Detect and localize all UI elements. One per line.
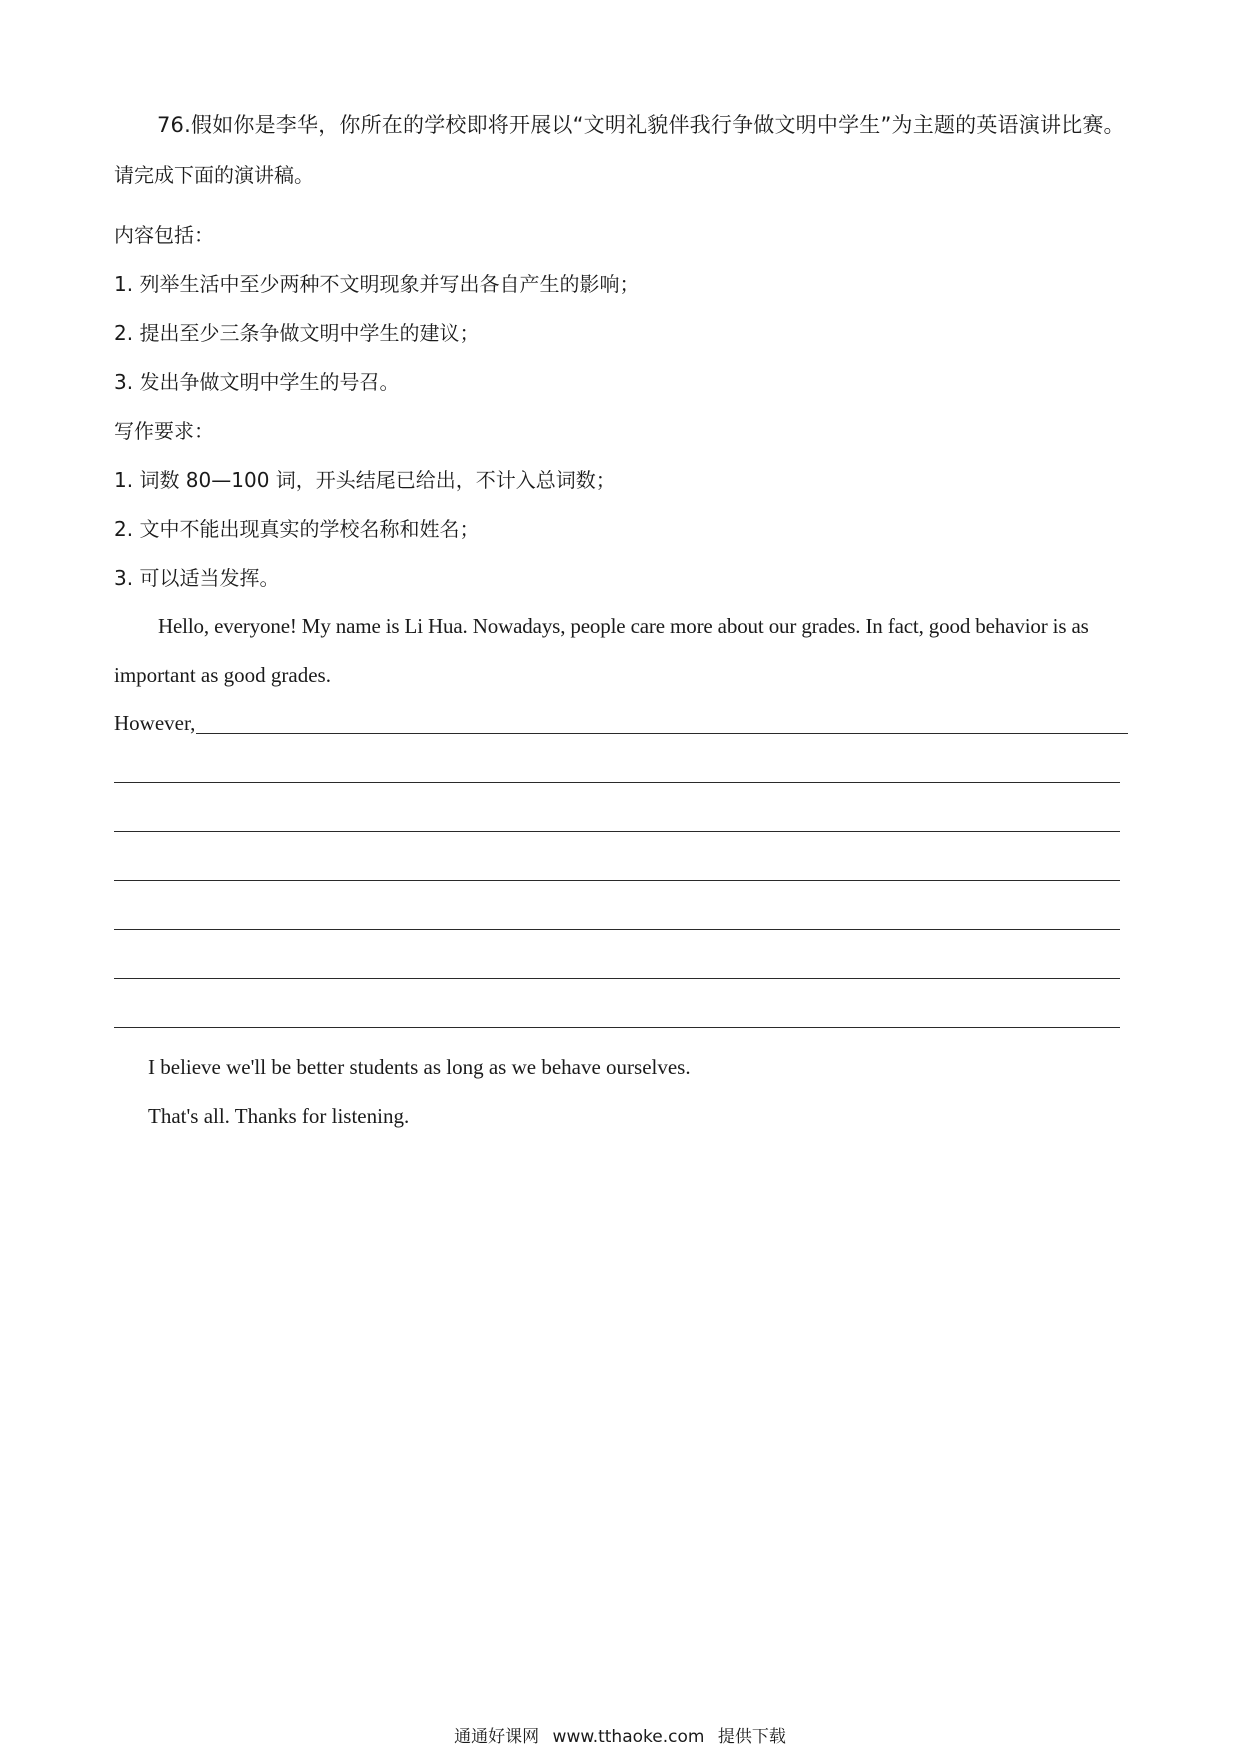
writing-line[interactable] (114, 831, 1120, 832)
requirement-item: 1. 词数 80—100 词，开头结尾已给出，不计入总词数； (114, 468, 616, 492)
content-item: 3. 发出争做文明中学生的号召。 (114, 370, 400, 394)
footer-site-name: 通通好课网 (454, 1727, 540, 1747)
writing-line[interactable] (196, 733, 1128, 734)
essay-opening-line: important as good grades. (114, 663, 331, 687)
essay-opening-line: Hello, everyone! My name is Li Hua. Nowadays, people care more about our grades. In fact, good behavior is as (158, 614, 1089, 638)
question-title: 76.假如你是李华，你所在的学校即将开展以“文明礼貌伴我行争做文明中学生”为主题的英语演讲比赛。 (157, 113, 1125, 137)
page-footer (0, 1722, 1240, 1747)
content-item: 2. 提出至少三条争做文明中学生的建议； (114, 321, 480, 345)
writing-line[interactable] (114, 978, 1120, 979)
writing-line[interactable] (114, 1027, 1120, 1028)
footer-suffix: 提供下载 (717, 1727, 786, 1747)
essay-closing-line: That's all. Thanks for listening. (148, 1104, 410, 1128)
writing-line[interactable] (114, 929, 1120, 930)
content-item: 1. 列举生活中至少两种不文明现象并写出各自产生的影响； (114, 272, 640, 296)
essay-closing-line: I believe we'll be better students as long as we behave ourselves. (148, 1055, 691, 1079)
question-title-continued: 请完成下面的演讲稿。 (114, 163, 314, 187)
writing-line[interactable] (114, 880, 1120, 881)
however-label: However, (114, 711, 196, 735)
requirements-heading: 写作要求： (114, 419, 214, 443)
requirement-item: 2. 文中不能出现真实的学校名称和姓名； (114, 517, 480, 541)
writing-line[interactable] (114, 782, 1120, 783)
content-heading: 内容包括： (114, 223, 214, 247)
requirement-item: 3. 可以适当发挥。 (114, 566, 280, 590)
footer-url[interactable]: www.tthaoke.com (552, 1727, 705, 1747)
